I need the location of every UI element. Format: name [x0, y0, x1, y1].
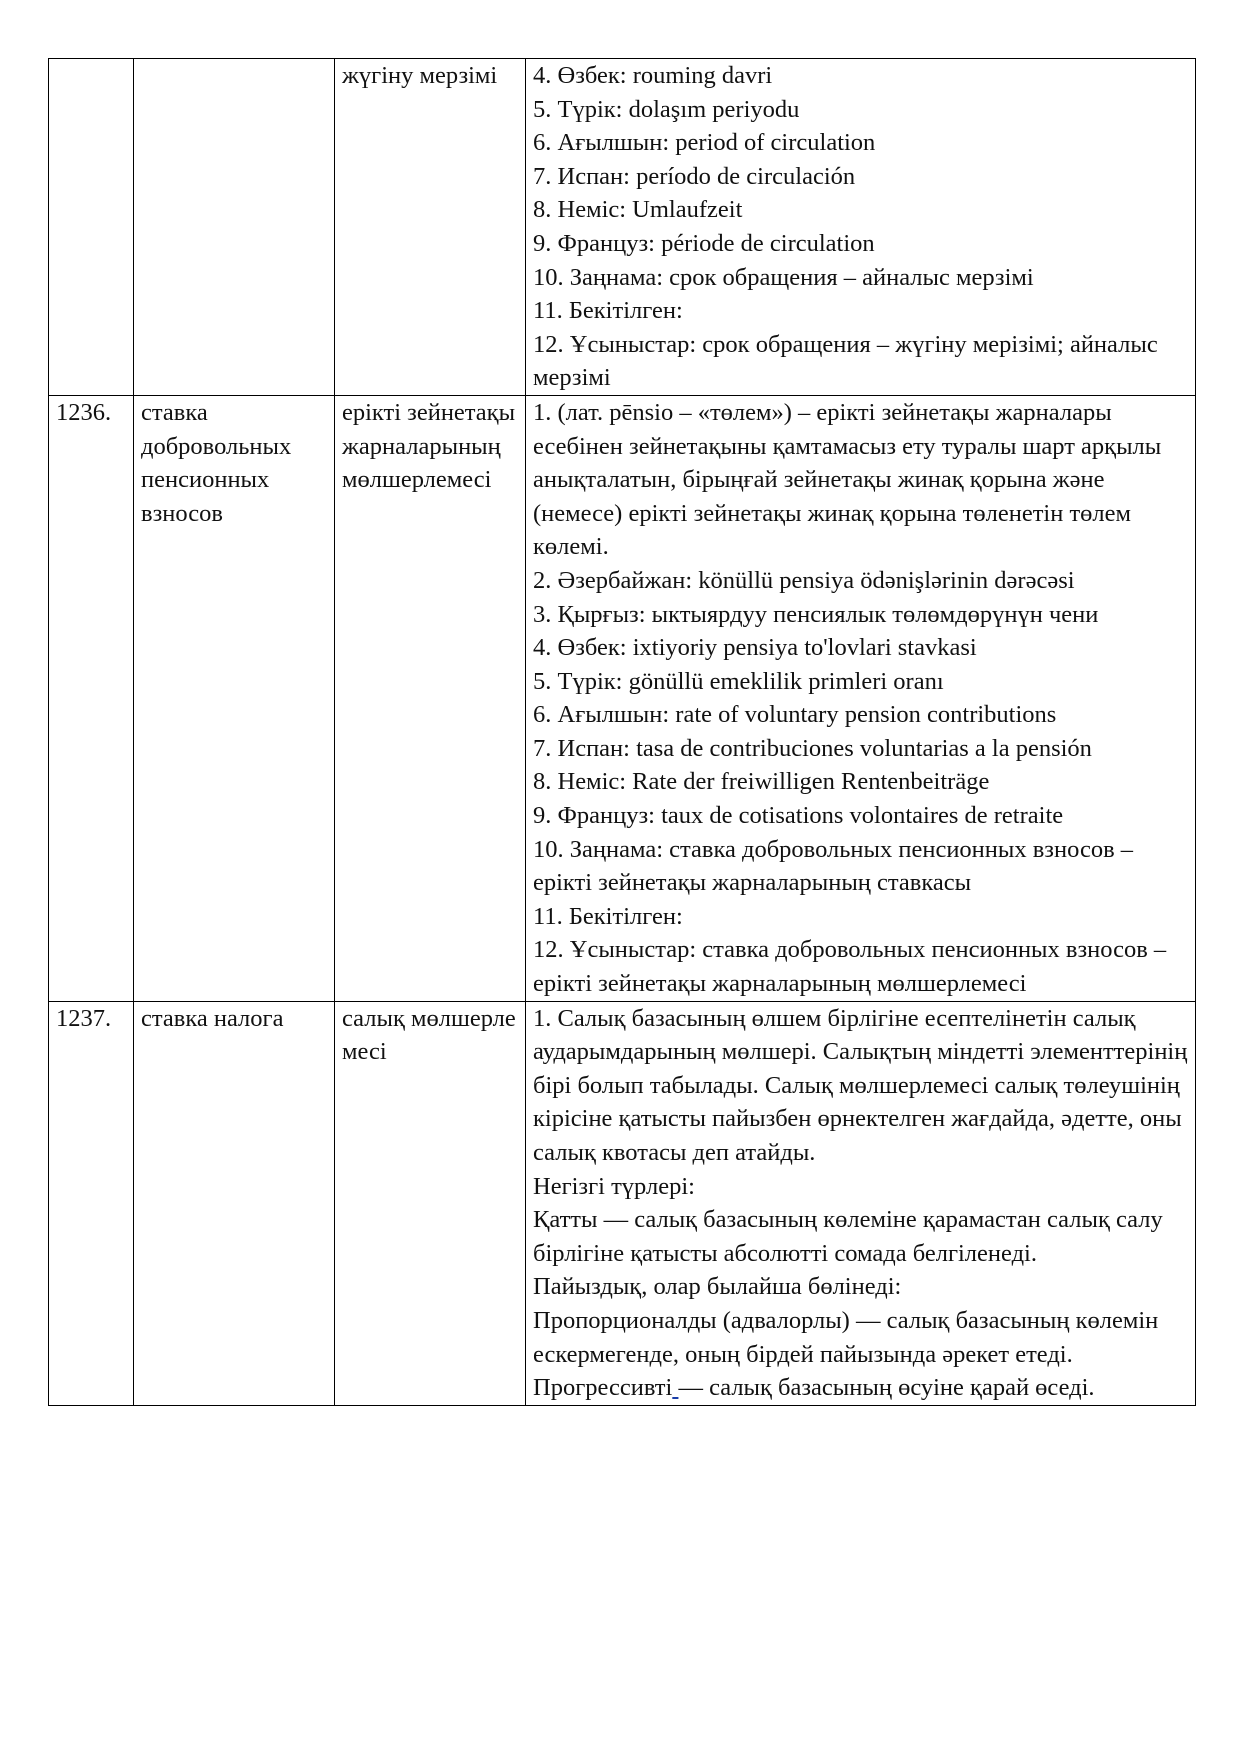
- definition-line: 4. Өзбек: rouming davri: [533, 62, 773, 89]
- definition-line: 1. Салық базасының өлшем бірлігіне есептелінетін салық аударымдарының мөлшері. Салықтың міндетті элементтерінің бірі болып табылады. Салық мөлшерлемесі салық төлеушінің кірісіне қатысты пайызбен өрнектелген жағдайда, әдетте, оны салық квотасы деп атайды.: [533, 1004, 1188, 1166]
- term-definition: [526, 395, 1196, 1001]
- definition-line: 7. Испан: tasa de contribuciones voluntarias a la pensión: [533, 734, 1092, 762]
- term-kazakh: салық мөлшерлемесі: [335, 1001, 526, 1405]
- term-number: 1237.: [49, 1001, 134, 1405]
- definition-line: 12. Ұсыныстар: срок обращения – жүгіну мерізімі; айналыс мерзімі: [533, 330, 1158, 392]
- table-row: [49, 59, 1196, 396]
- definition-line: 10. Заңнама: ставка добровольных пенсионных взносов – ерікті зейнетақы жарналарының ставкасы: [533, 835, 1134, 897]
- definition-line: Негізгі түрлері:: [533, 1172, 695, 1200]
- definition-line: 8. Неміс: Rate der freiwilligen Rentenbeiträge: [533, 768, 990, 796]
- definition-line-progressive: [533, 1371, 1191, 1405]
- term-definition: [526, 59, 1196, 396]
- term-kazakh: ерікті зейнетақы жарналарының мөлшерлемесі: [335, 395, 526, 1001]
- term-definition: [526, 1001, 1196, 1405]
- term-number: 1236.: [49, 395, 134, 1001]
- definition-line: Пайыздық, олар былайша бөлінеді:: [533, 1273, 902, 1301]
- term-russian: [134, 59, 335, 396]
- definition-line: 9. Француз: taux de cotisations volontaires de retraite: [533, 802, 1064, 830]
- definition-line: 10. Заңнама: срок обращения – айналыс мерзімі: [533, 263, 1034, 291]
- definition-line: 4. Өзбек: ixtiyoriy pensiya to'lovlari stavkasi: [533, 634, 977, 662]
- definition-line: 8. Неміс: Umlaufzeit: [533, 196, 743, 224]
- definition-line: 2. Әзербайжан: könüllü pensiya ödənişlərinin dərəcəsi: [533, 566, 1075, 594]
- term-russian: ставка налога: [134, 1001, 335, 1405]
- definition-line: 5. Түрік: gönüllü emeklilik primleri oranı: [533, 667, 944, 695]
- progressive-description: — салық базасының өсуіне қарай өседі.: [678, 1374, 1095, 1402]
- term-number: [49, 59, 134, 396]
- table-row: [49, 1001, 1196, 1405]
- glossary-table: [48, 58, 1196, 1406]
- definition-line: 9. Француз: période de circulation: [533, 229, 875, 257]
- definition-line: 5. Түрік: dolaşım periyodu: [533, 95, 800, 123]
- definition-line: 11. Бекітілген:: [533, 297, 683, 325]
- document-page: [48, 58, 1196, 1406]
- definition-line: 11. Бекітілген:: [533, 902, 683, 930]
- definition-line: 1. (лат. pēnsio – «төлем») – ерікті зейнетақы жарналары есебінен зейнетақыны қамтамасыз ету туралы шарт арқылы анықталатын, бірыңғай зейнетақы жинақ қорына және (немесе) ерікті зейнетақы жинақ қорына төленетін төлем көлемі.: [533, 398, 1162, 561]
- definition-line: 12. Ұсыныстар: ставка добровольных пенсионных взносов – ерікті зейнетақы жарналарының мөлшерлемесі: [533, 936, 1167, 998]
- definition-line: 6. Ағылшын: rate of voluntary pension contributions: [533, 701, 1057, 729]
- definition-line: 3. Қырғыз: ыктыярдуу пенсиялык төлөмдөрүнүн чени: [533, 600, 1099, 628]
- definition-line: Пропорционалды (адвалорлы) — салық базасының көлемін ескермегенде, оның бірдей пайызында әрекет етеді.: [533, 1306, 1159, 1368]
- term-russian: ставка добровольных пенсионных взносов: [134, 395, 335, 1001]
- progressive-term: Прогрессивті: [533, 1374, 673, 1402]
- definition-line: 7. Испан: período de circulación: [533, 162, 856, 190]
- table-row: [49, 395, 1196, 1001]
- definition-line: 6. Ағылшын: period of circulation: [533, 129, 876, 157]
- term-kazakh: жүгіну мерзімі: [335, 59, 526, 396]
- definition-line: Қатты — салық базасының көлеміне қарамастан салық салу бірлігіне қатысты абсолютті сомада белгіленеді.: [533, 1206, 1163, 1267]
